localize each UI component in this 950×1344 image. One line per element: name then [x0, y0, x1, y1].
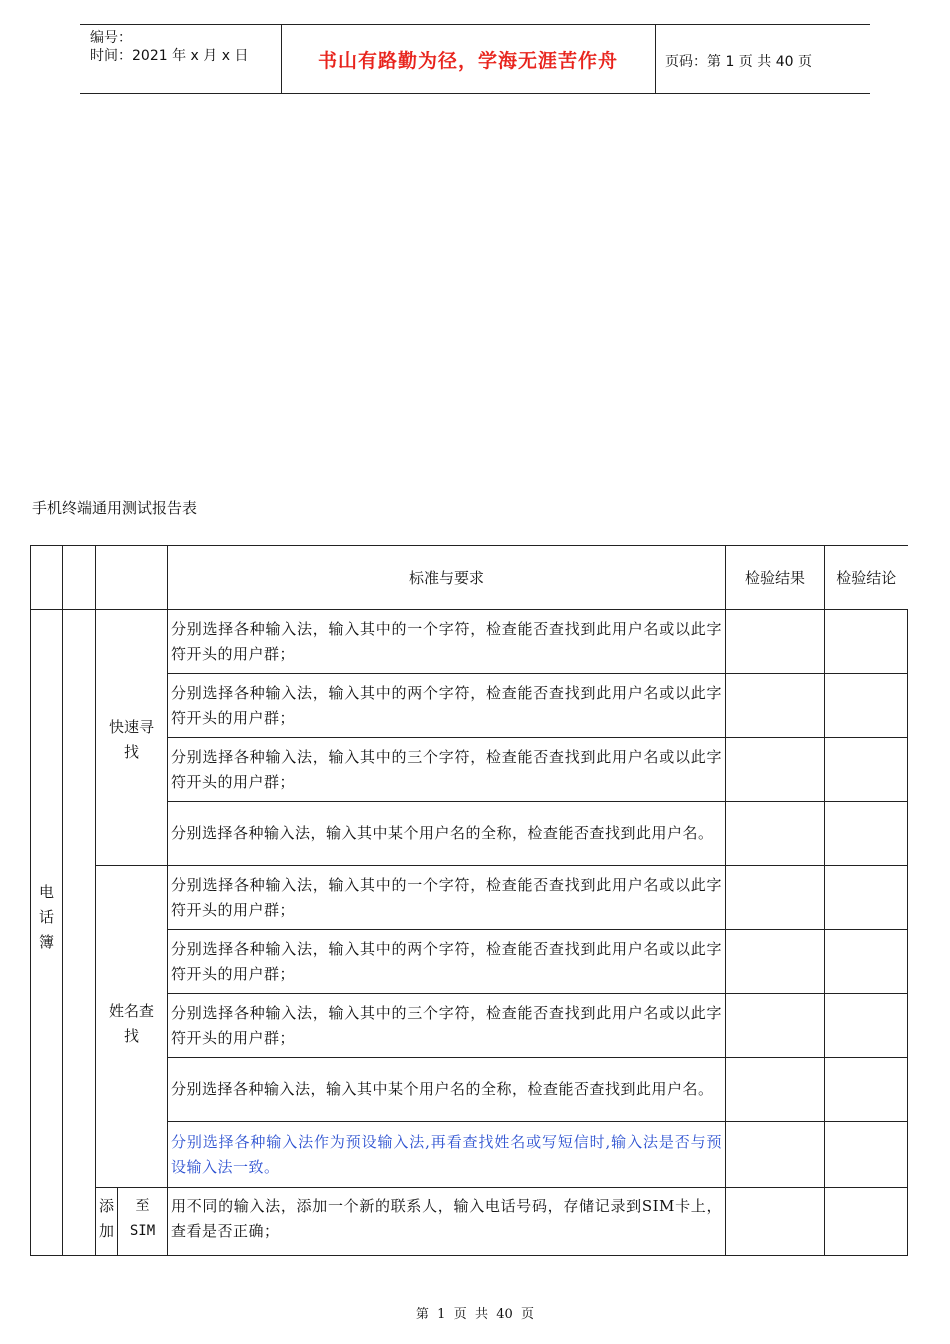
header-requirement: 标准与要求 [168, 546, 726, 610]
subcategory-name-find: 姓名查 找 [96, 866, 168, 1188]
requirement-cell: 分别选择各种输入法，输入其中的三个字符，检查能否查找到此用户名或以此字符开头的用户群； [168, 994, 726, 1058]
result-cell [726, 866, 825, 930]
conclusion-cell [825, 930, 908, 994]
subcategory-quick-find: 快速寻 找 [96, 610, 168, 866]
requirement-cell-highlighted: 分别选择各种输入法作为预设输入法,再看查找姓名或写短信时,输入法是否与预设输入法一致。 [168, 1122, 726, 1188]
header-result: 检验结果 [726, 546, 825, 610]
result-cell [726, 738, 825, 802]
result-cell [726, 994, 825, 1058]
result-cell [726, 610, 825, 674]
document-title: 手机终端通用测试报告表 [32, 499, 198, 517]
header-divider [655, 25, 656, 93]
requirement-cell: 分别选择各种输入法，输入其中某个用户名的全称，检查能否查找到此用户名。 [168, 802, 726, 866]
document-time-label: 时间：2021 年 x 月 x 日 [90, 48, 249, 64]
header-cell-blank [63, 546, 96, 610]
conclusion-cell [825, 674, 908, 738]
category-cell: 电 话 簿 [31, 610, 63, 1256]
result-cell [726, 1122, 825, 1188]
table-row [31, 866, 908, 930]
header-page-code: 页码：第 1 页 共 40 页 [665, 54, 812, 70]
conclusion-cell [825, 866, 908, 930]
report-table [30, 545, 908, 1256]
result-cell [726, 802, 825, 866]
conclusion-cell [825, 610, 908, 674]
conclusion-cell [825, 994, 908, 1058]
requirement-cell: 分别选择各种输入法，输入其中的一个字符，检查能否查找到此用户名或以此字符开头的用户群； [168, 610, 726, 674]
add-cell: 添 加 [96, 1188, 118, 1256]
page-footer: 第 1 页 共 40 页 [415, 1307, 535, 1322]
conclusion-cell [825, 1122, 908, 1188]
header-meta [90, 29, 248, 65]
conclusion-cell [825, 1058, 908, 1122]
conclusion-cell [825, 1188, 908, 1256]
table-header-row [31, 546, 908, 610]
result-cell [726, 1188, 825, 1256]
requirement-cell: 分别选择各种输入法，输入其中的一个字符，检查能否查找到此用户名或以此字符开头的用户群； [168, 866, 726, 930]
conclusion-cell [825, 738, 908, 802]
result-cell [726, 674, 825, 738]
header-cell-blank [31, 546, 63, 610]
requirement-cell: 分别选择各种输入法，输入其中的两个字符，检查能否查找到此用户名或以此字符开头的用户群； [168, 674, 726, 738]
table-row [31, 610, 908, 674]
header-conclusion: 检验结论 [825, 546, 908, 610]
result-cell [726, 1058, 825, 1122]
requirement-cell: 分别选择各种输入法，输入其中的三个字符，检查能否查找到此用户名或以此字符开头的用户群； [168, 738, 726, 802]
result-cell [726, 930, 825, 994]
blank-cell [63, 610, 96, 1256]
requirement-cell: 用不同的输入法，添加一个新的联系人，输入电话号码，存储记录到SIM卡上，查看是否正确； [168, 1188, 726, 1256]
to-sim-cell: 至 SIM [118, 1188, 168, 1256]
conclusion-cell [825, 802, 908, 866]
requirement-cell: 分别选择各种输入法，输入其中的两个字符，检查能否查找到此用户名或以此字符开头的用户群； [168, 930, 726, 994]
table-row [31, 1188, 908, 1256]
header-cell-blank [96, 546, 168, 610]
requirement-cell: 分别选择各种输入法，输入其中某个用户名的全称，检查能否查找到此用户名。 [168, 1058, 726, 1122]
page-header [80, 24, 870, 94]
document-number-label: 编号： [90, 30, 132, 46]
header-motto: 书山有路勤为径，学海无涯苦作舟 [317, 49, 618, 72]
